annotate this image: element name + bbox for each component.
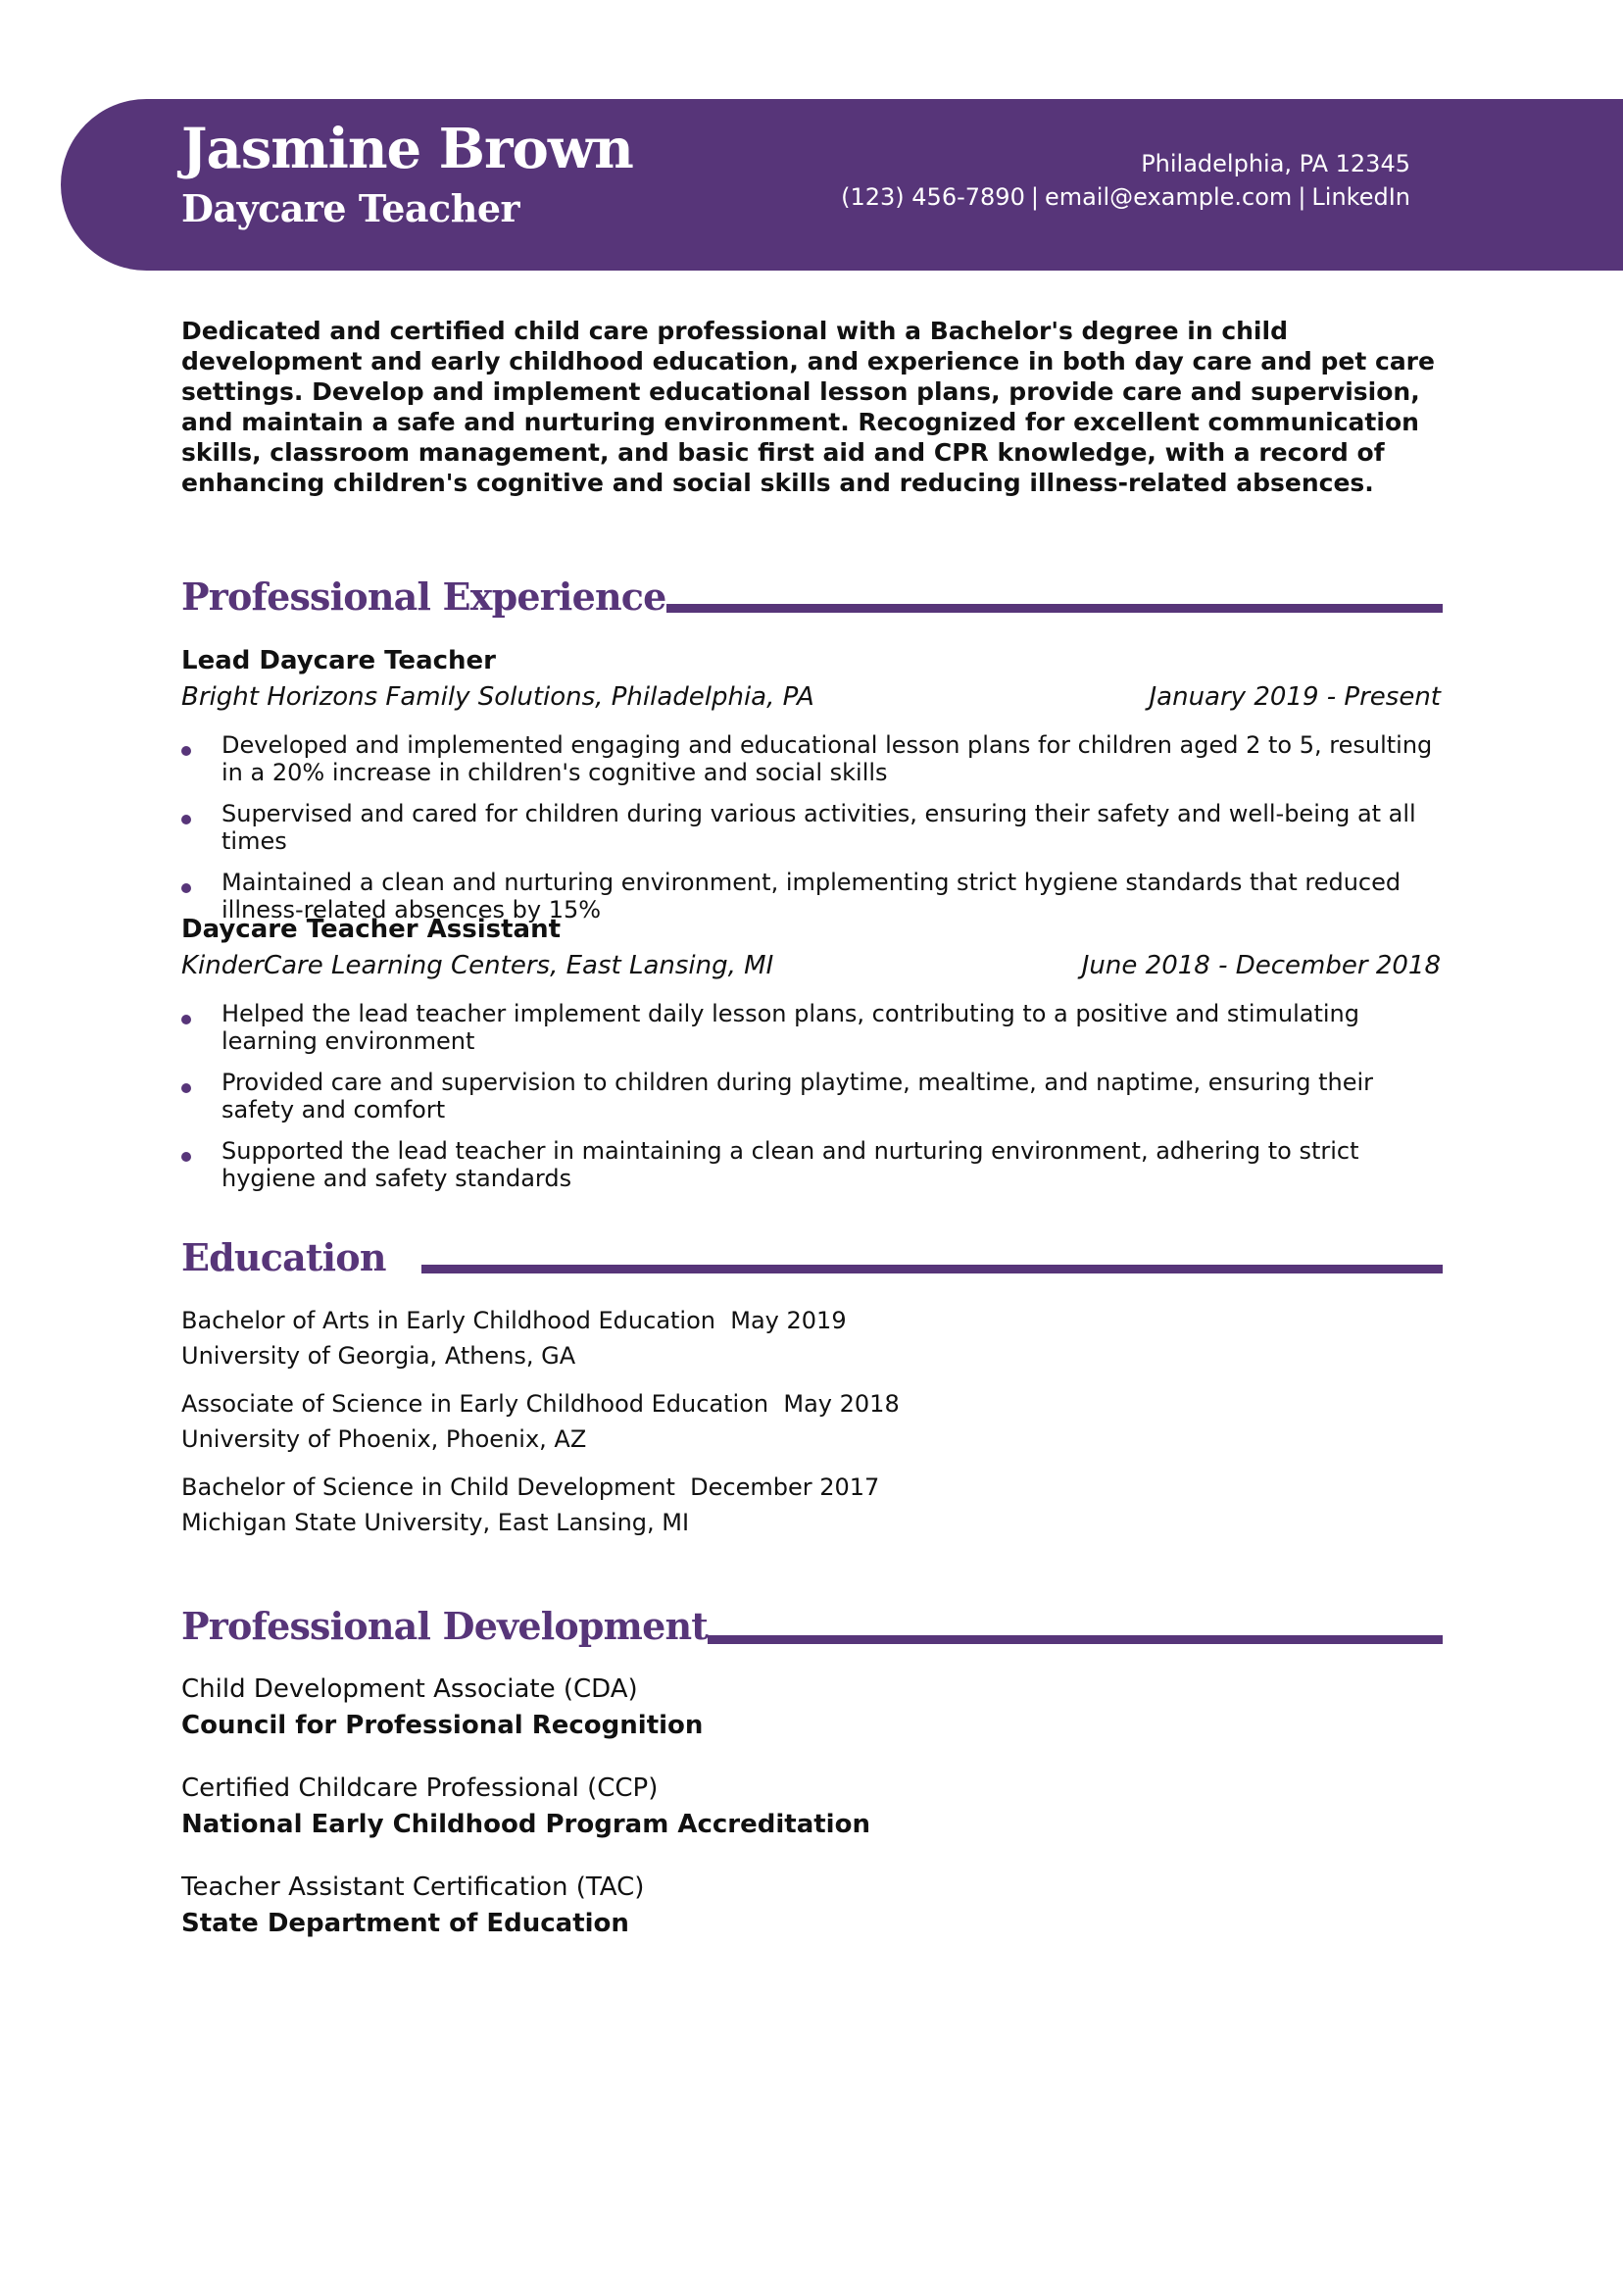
job-company: KinderCare Learning Centers, East Lansing, MI	[181, 951, 774, 980]
certification-item	[181, 1672, 703, 1744]
school: University of Phoenix, Phoenix, AZ	[181, 1425, 587, 1453]
separator: |	[1298, 183, 1306, 211]
bullet-icon	[181, 815, 191, 824]
certification-name: Child Development Associate (CDA)	[181, 1674, 638, 1704]
graduation-date: December 2017	[690, 1473, 880, 1501]
graduation-date: May 2019	[730, 1307, 847, 1334]
section-rule	[708, 1635, 1443, 1644]
education-item	[181, 1386, 900, 1457]
candidate-role: Daycare Teacher	[181, 186, 520, 230]
school: Michigan State University, East Lansing, MI	[181, 1509, 690, 1536]
certification-name: Teacher Assistant Certification (TAC)	[181, 1872, 645, 1902]
education-item	[181, 1303, 847, 1373]
degree: Bachelor of Science in Child Development	[181, 1473, 675, 1501]
list-item	[181, 1069, 1446, 1123]
list-item	[181, 731, 1446, 786]
job-title: Daycare Teacher Assistant	[181, 915, 562, 944]
candidate-name: Jasmine Brown	[181, 117, 633, 181]
list-item	[181, 1000, 1446, 1055]
bullet-text: Maintained a clean and nurturing environment, implementing strict hygiene standards that reduced illness-related absences by 15%	[221, 869, 1402, 923]
education-degree-line	[181, 1303, 847, 1338]
certification-item	[181, 1771, 870, 1843]
certification-org: State Department of Education	[181, 1909, 629, 1938]
section-heading-experience: Professional Experience	[181, 574, 666, 619]
education-degree-line	[181, 1470, 879, 1505]
bullet-text: Supervised and cared for children during various activities, ensuring their safety and well-being at all times	[221, 800, 1416, 855]
contact-block	[841, 147, 1410, 214]
job-company: Bright Horizons Family Solutions, Philadelphia, PA	[181, 682, 814, 712]
section-heading-development: Professional Development	[181, 1604, 709, 1648]
section-heading-education: Education	[181, 1235, 386, 1279]
job-title: Lead Daycare Teacher	[181, 646, 496, 675]
contact-line	[841, 180, 1410, 214]
bullet-icon	[181, 1015, 191, 1024]
certification-org: National Early Childhood Program Accreditation	[181, 1810, 870, 1839]
bullet-text: Developed and implemented engaging and educational lesson plans for children aged 2 to 5, resulting in a 20% increase in children's cognitive and social skills	[221, 731, 1433, 786]
school: University of Georgia, Athens, GA	[181, 1342, 576, 1370]
graduation-date: May 2018	[783, 1390, 900, 1418]
bullet-text: Supported the lead teacher in maintaining a clean and nurturing environment, adhering to strict hygiene and safety standards	[221, 1137, 1359, 1192]
section-rule	[421, 1265, 1443, 1273]
certification-item	[181, 1870, 644, 1942]
job-dates: January 2019 - Present	[1149, 682, 1441, 712]
phone: (123) 456-7890	[841, 183, 1025, 211]
education-item	[181, 1470, 879, 1540]
separator: |	[1030, 183, 1039, 211]
email-link[interactable]: email@example.com	[1044, 183, 1293, 211]
location: Philadelphia, PA 12345	[1141, 150, 1410, 177]
certification-org: Council for Professional Recognition	[181, 1711, 704, 1740]
list-item	[181, 800, 1446, 855]
list-item	[181, 1137, 1446, 1192]
bullet-text: Helped the lead teacher implement daily lesson plans, contributing to a positive and stimulating learning environment	[221, 1000, 1359, 1055]
education-degree-line	[181, 1386, 900, 1422]
bullet-icon	[181, 1152, 191, 1162]
degree: Associate of Science in Early Childhood Education	[181, 1390, 769, 1418]
certification-name: Certified Childcare Professional (CCP)	[181, 1773, 659, 1803]
linkedin-link[interactable]: LinkedIn	[1311, 183, 1410, 211]
section-rule	[666, 604, 1443, 613]
degree: Bachelor of Arts in Early Childhood Education	[181, 1307, 715, 1334]
job-bullets	[181, 731, 1446, 937]
bullet-icon	[181, 1083, 191, 1093]
bullet-text: Provided care and supervision to children during playtime, mealtime, and naptime, ensuring their safety and comfort	[221, 1069, 1374, 1123]
professional-summary: Dedicated and certified child care professional with a Bachelor's degree in child development and early childhood education, and experience in both day care and pet care settings. Develop and implement educational lesson plans, provide care and supervision, and maintain a safe and nurturing environment. Recognized for excellent communication skills, classroom management, and basic first aid and CPR knowledge, with a record of enhancing children's cognitive and social skills and reducing illness-related absences.	[181, 317, 1435, 497]
bullet-icon	[181, 746, 191, 756]
job-bullets	[181, 1000, 1446, 1206]
job-dates: June 2018 - December 2018	[1081, 951, 1441, 980]
bullet-icon	[181, 883, 191, 893]
